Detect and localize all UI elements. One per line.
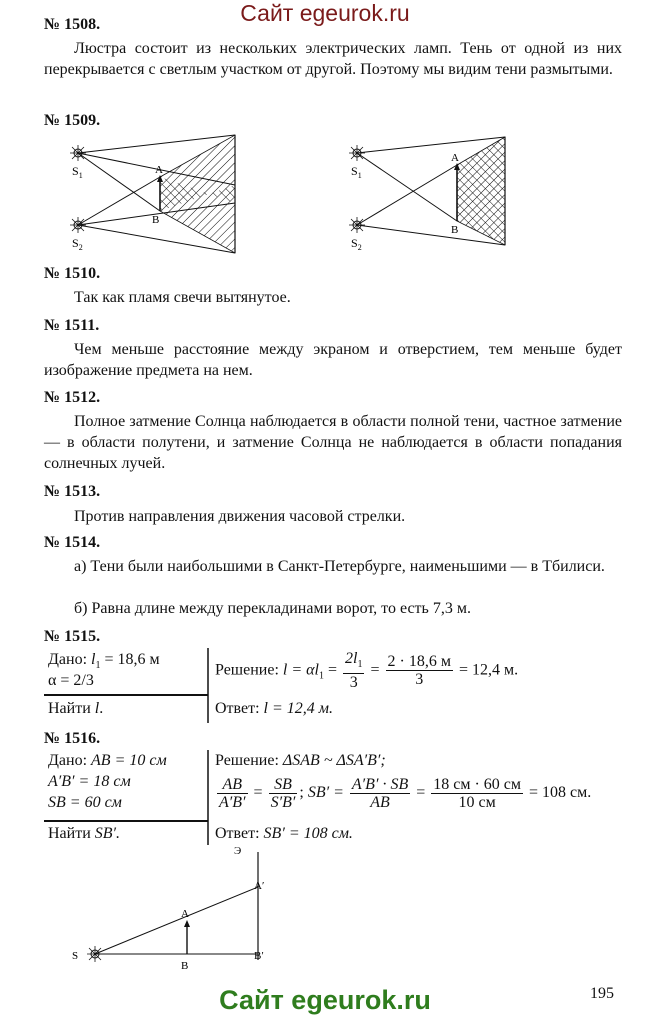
problem-1514-b: б) Равна длине между перекладинами ворот, то есть 7,3 м. xyxy=(74,600,471,617)
label-s2-right-sub: 2 xyxy=(357,243,362,252)
label-a2-1516: A′ xyxy=(254,880,265,892)
label-b: B xyxy=(152,214,160,226)
answer-1516: Ответ: SB′ = 108 см. xyxy=(215,825,353,842)
label-a: A xyxy=(155,164,163,176)
problem-1512-number: № 1512. xyxy=(44,389,101,406)
label-a-right: A xyxy=(451,152,459,164)
svg-text:S2 xyxy=(351,236,362,252)
given-1515-1: Дано: $l_1 = 18,6$ м xyxy=(48,651,160,672)
problem-1513-number: № 1513. xyxy=(44,483,101,500)
diagram-1516 xyxy=(70,842,290,972)
solution-1516-formula: $\frac{AB}{A'B'}$ = $\frac{SB}{S'B'}$ ; SB′ = $\frac{A'B' \cdot SB}{AB}$ = $\frac{18 см \cdot 60 см}{10 см}$ = 108 см. xyxy=(219,776,592,811)
given-1516-2: A′B′ = 18 см xyxy=(48,773,131,790)
problem-1510-number: № 1510. xyxy=(44,265,101,282)
find-1516: Найти SB′. xyxy=(48,825,121,842)
label-s2-sub: 2 xyxy=(78,243,83,252)
page-number: 195 xyxy=(590,985,614,1002)
svg-text:S2 xyxy=(72,236,83,252)
sun-s2-right-icon xyxy=(349,217,365,233)
label-s1-right: S xyxy=(351,164,358,178)
problem-1510-text: Так как пламя свечи вытянутое. xyxy=(74,289,291,306)
solution-1515: Решение: $l = \alpha l_1$ = $\frac{2l_1}{3}$ = $\frac{2 \cdot 18,6 м}{3}$ = 12,4 м. xyxy=(215,650,519,692)
problem-1508-text: Люстра состоит из нескольких электрических ламп. Тень от одной из них перекрывается с светлым участком от другой. Поэтому мы видим тени размытыми. xyxy=(44,40,622,78)
problem-1511-number: № 1511. xyxy=(44,317,100,334)
problem-1513-text: Против направления движения часовой стрелки. xyxy=(74,508,406,525)
label-s1-sub: 1 xyxy=(78,171,83,180)
sun-s-icon xyxy=(87,946,103,962)
answer-1515: Ответ: l = 12,4 м. xyxy=(215,700,333,717)
problem-1515-number: № 1515. xyxy=(44,628,101,645)
problem-1508-number: № 1508. xyxy=(44,16,101,33)
label-a-1516: A xyxy=(181,908,189,920)
sun-s1-right-icon xyxy=(349,145,365,161)
diagram-1509-left xyxy=(60,125,250,255)
given-1516-1: Дано: AB = 10 см xyxy=(48,752,167,769)
label-s1-right-sub: 1 xyxy=(357,171,362,180)
problem-1512-text: Полное затмение Солнца наблюдается в области полной тени, частное затмение — в области полутени, и затмение Солнца не наблюдается в области попадания солнечных лучей. xyxy=(44,413,622,472)
label-s: S xyxy=(72,950,79,962)
label-b-right: B xyxy=(451,224,459,236)
label-screen: Э xyxy=(234,845,242,857)
problem-1514-a: а) Тени были наибольшими в Санкт-Петербурге, наименьшими — в Тбилиси. xyxy=(74,558,605,575)
problem-1509-number: № 1509. xyxy=(44,112,101,129)
label-s1: S xyxy=(72,164,79,178)
problem-1516-number: № 1516. xyxy=(44,730,101,747)
watermark-bottom: Сайт egeurok.ru xyxy=(219,985,431,1015)
given-1516-3: SB = 60 см xyxy=(48,794,122,811)
watermark-top: Сайт egeurok.ru xyxy=(240,0,410,26)
label-s2-right: S xyxy=(351,236,358,250)
label-b-1516: B xyxy=(181,960,189,972)
solution-1516-title: Решение: ΔSAB ~ ΔSA′B′; xyxy=(215,752,386,769)
label-s2: S xyxy=(72,236,79,250)
sun-s2-icon xyxy=(70,217,86,233)
find-1515: Найти l. xyxy=(48,700,104,717)
diagram-1509-right xyxy=(345,125,520,255)
given-1515-2: α = 2/3 xyxy=(48,672,94,689)
problem-1514-number: № 1514. xyxy=(44,534,101,551)
sun-s1-icon xyxy=(70,145,86,161)
svg-text:S1 xyxy=(72,164,83,180)
svg-text:S1 xyxy=(351,164,362,180)
problem-1511-text: Чем меньше расстояние между экраном и отверстием, тем меньше будет изображение предмета на нем. xyxy=(44,341,622,379)
label-b2-1516: B′ xyxy=(254,950,264,962)
